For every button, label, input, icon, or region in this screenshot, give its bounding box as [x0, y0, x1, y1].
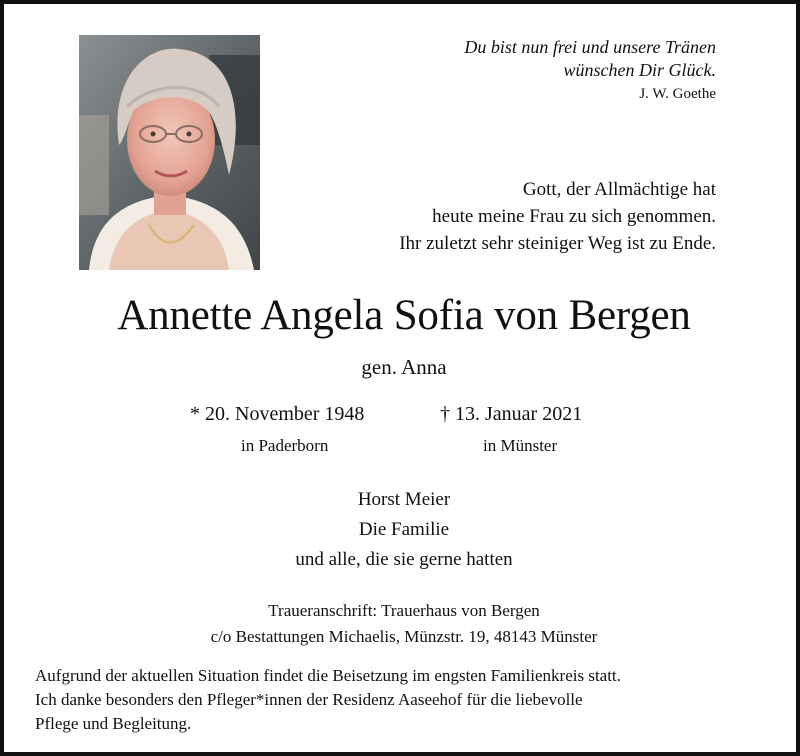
funeral-notice [35, 664, 780, 736]
birth-date: * 20. November 1948 [190, 403, 365, 425]
deceased-name: Annette Angela Sofia von Bergen [117, 292, 691, 339]
mourner: Die Familie [358, 519, 450, 540]
deceased-nickname: gen. Anna [361, 355, 447, 379]
notice-line: Ich danke besonders den Pfleger*innen der Residenz Aaseehof für die liebevolle [35, 690, 583, 709]
intro-line: Gott, der Allmächtige hat [522, 179, 716, 200]
intro-line: Ihr zuletzt sehr steiniger Weg ist zu Ende. [399, 233, 716, 254]
portrait-photo [79, 35, 260, 270]
mourner: und alle, die sie gerne hatten [295, 549, 513, 570]
intro-line: heute meine Frau zu sich genommen. [432, 206, 716, 227]
goethe-quote [464, 36, 716, 82]
quote-author: J. W. Goethe [639, 86, 716, 102]
mourners-list [4, 485, 800, 575]
quote-line: Du bist nun frei und unsere Tränen [464, 37, 716, 57]
address-line: c/o Bestattungen Michaelis, Münzstr. 19, 48143 Münster [210, 627, 598, 646]
death-place: in Münster [483, 436, 558, 455]
notice-line: Aufgrund der aktuellen Situation findet die Beisetzung im engsten Familienkreis statt. [35, 666, 621, 685]
death-date: † 13. Januar 2021 [440, 403, 583, 425]
address-line: Traueranschrift: Trauerhaus von Bergen [268, 601, 540, 620]
quote-line: wünschen Dir Glück. [563, 60, 716, 80]
mourner: Horst Meier [357, 489, 451, 510]
notice-line: Pflege und Begleitung. [35, 714, 192, 733]
mourning-address [4, 598, 800, 650]
intro-text [399, 176, 716, 257]
birth-place: in Paderborn [241, 436, 329, 455]
